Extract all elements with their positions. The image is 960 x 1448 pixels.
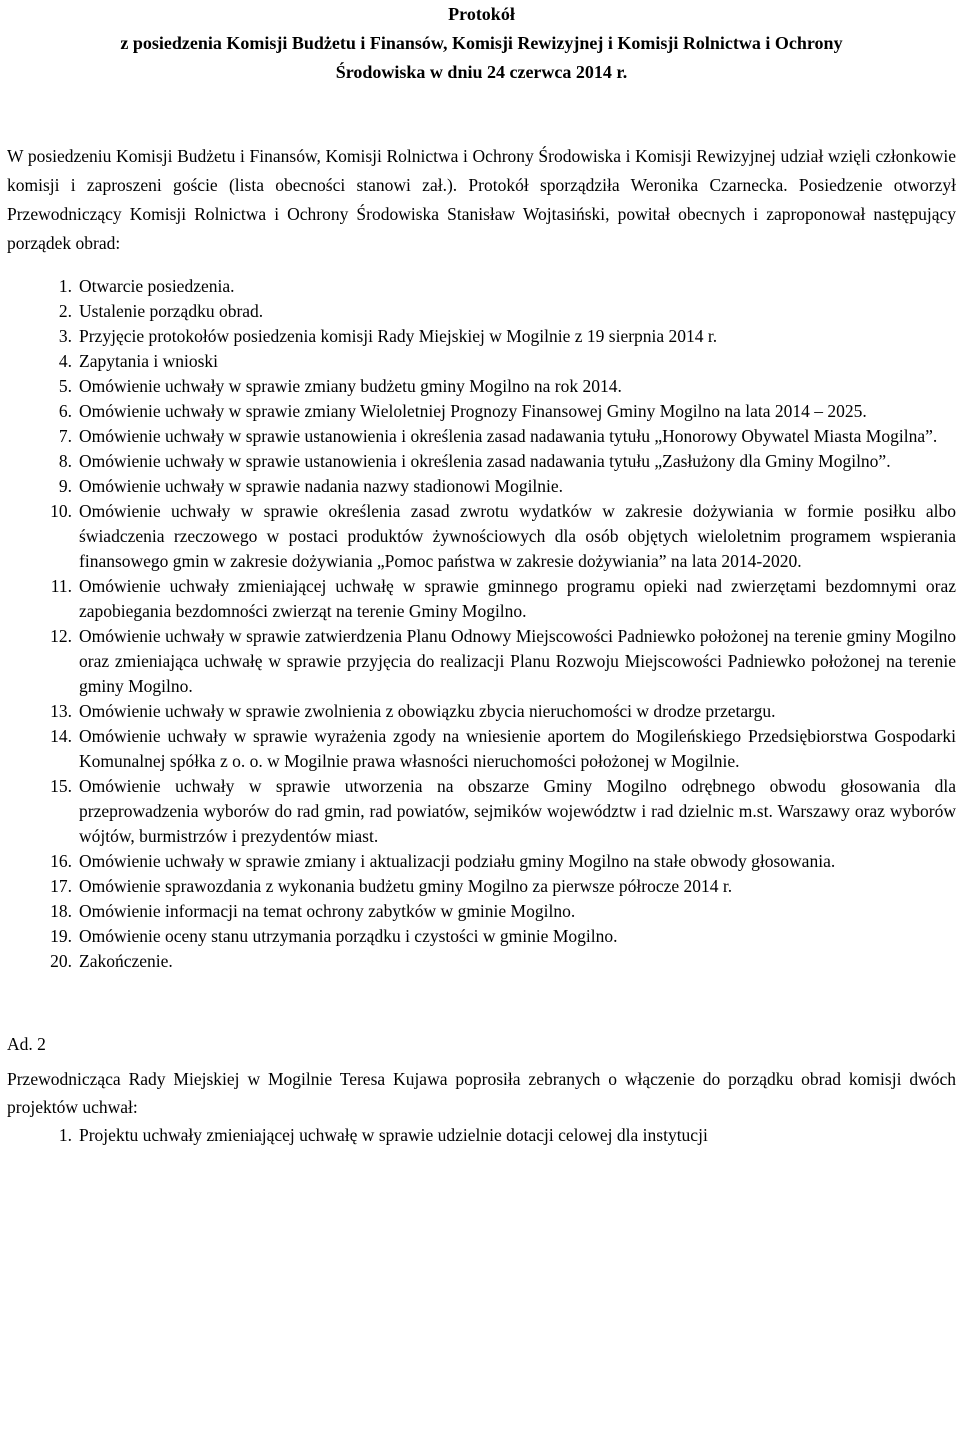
list-item-text: Omówienie uchwały w sprawie zatwierdzenia Planu Odnowy Miejscowości Padniewko położonej na terenie gminy Mogilno oraz zmieniająca uchwałę w sprawie przyjęcia do realizacji Planu Rozwoju Miejscowości Padniewko położonej na terenie gminy Mogilno. [79,626,956,696]
list-item [7,499,956,574]
list-item-number: 8. [58,451,72,471]
list-item-number: 5. [58,376,72,396]
list-item [7,574,956,624]
list-item-text: Omówienie uchwały w sprawie nadania nazwy stadionowi Mogilnie. [79,476,564,496]
intro-paragraph: W posiedzeniu Komisji Budżetu i Finansów, Komisji Rolnictwa i Ochrony Środowiska i Komisji Rewizyjnej udział wzięli członkowie komisji i zaproszeni goście (lista obecności stanowi zał.). Protokół sporządziła Weronika Czarnecka. Posiedzenie otworzył Przewodniczący Komisji Rolnictwa i Ochrony Środowiska Stanisław Wojtasiński, powitał obecnych i zaproponował następujący porządek obrad: [7,146,956,253]
list-item-number: 1. [58,276,72,296]
list-item-text: Projektu uchwały zmieniającej uchwałę w sprawie udzielnie dotacji celowej dla instytucji [79,1125,708,1145]
list-item-text: Zakończenie. [79,951,173,971]
list-item-number: 13. [50,701,72,721]
list-item [7,399,956,424]
list-item-number: 1. [58,1125,72,1145]
list-item-number: 12. [50,626,72,646]
list-item [7,624,956,699]
list-item-number: 2. [58,301,72,321]
document-page [7,0,956,1149]
list-item [7,374,956,399]
list-item-number: 19. [50,926,72,946]
list-item-text: Omówienie sprawozdania z wykonania budżetu gminy Mogilno za pierwsze półrocze 2014 r. [79,876,733,896]
list-item [7,274,956,299]
ad2-paragraph: Przewodnicząca Rady Miejskiej w Mogilnie Teresa Kujawa poprosiła zebranych o włączenie do porządku obrad komisji dwóch projektów uchwał: [7,1069,956,1117]
list-item [7,449,956,474]
list-item-number: 4. [58,351,72,371]
list-item-text: Omówienie uchwały w sprawie zmiany Wieloletniej Prognozy Finansowej Gminy Mogilno na lata 2014 – 2025. [79,401,867,421]
agenda-list [7,274,956,974]
list-item-text: Ustalenie porządku obrad. [79,301,264,321]
list-item-number: 6. [58,401,72,421]
list-item [7,474,956,499]
list-item-text: Przyjęcie protokołów posiedzenia komisji Rady Miejskiej w Mogilnie z 19 sierpnia 2014 r. [79,326,718,346]
list-item [7,424,956,449]
title-line-2: z posiedzenia Komisji Budżetu i Finansów, Komisji Rewizyjnej i Komisji Rolnictwa i Ochrony [120,33,843,53]
list-item-number: 14. [50,726,72,746]
list-item [7,849,956,874]
list-item-text: Omówienie uchwały w sprawie ustanowienia i określenia zasad nadawania tytułu „Honorowy Obywatel Miasta Mogilna”. [79,426,938,446]
list-item-number: 15. [50,776,72,796]
list-item-number: 17. [50,876,72,896]
section-heading-ad2: Ad. 2 [7,1034,46,1054]
list-item [7,924,956,949]
list-item [7,724,956,774]
list-item-text: Omówienie uchwały w sprawie zwolnienia z obowiązku zbycia nieruchomości w drodze przetargu. [79,701,776,721]
title-line-1: Protokół [448,4,515,24]
list-item-text: Omówienie uchwały w sprawie zmiany budżetu gminy Mogilno na rok 2014. [79,376,622,396]
list-item-text: Omówienie uchwały w sprawie określenia zasad zwrotu wydatków w zakresie dożywiania w formie posiłku albo świadczenia rzeczowego w postaci produktów żywnościowych dla osób objętych wieloletnim programem wspierania finansowego gmin w zakresie dożywiania „Pomoc państwa w zakresie dożywiania” na lata 2014-2020. [79,501,956,571]
list-item-number: 10. [50,501,72,521]
list-item [7,874,956,899]
list-item [7,899,956,924]
list-item-text: Zapytania i wnioski [79,351,219,371]
ad2-list [7,1121,956,1149]
document-title [7,0,956,87]
list-item [7,299,956,324]
list-item [7,949,956,974]
list-item-number: 16. [50,851,72,871]
list-item-text: Omówienie uchwały zmieniającej uchwałę w sprawie gminnego programu opieki nad zwierzętami bezdomnymi oraz zapobiegania bezdomności zwierząt na terenie Gminy Mogilno. [79,576,956,621]
list-item-number: 20. [50,951,72,971]
list-item-text: Omówienie uchwały w sprawie utworzenia na obszarze Gminy Mogilno odrębnego obwodu głosowania dla przeprowadzenia wyborów do rad gmin, rad powiatów, sejmików województw i rad dzielnic m.st. Warszawy oraz wyborów wójtów, burmistrzów i prezydentów miast. [79,776,956,846]
list-item-number: 9. [58,476,72,496]
list-item-text: Otwarcie posiedzenia. [79,276,235,296]
list-item-number: 11. [50,576,72,596]
list-item-text: Omówienie informacji na temat ochrony zabytków w gminie Mogilno. [79,901,576,921]
list-item [7,699,956,724]
list-item-text: Omówienie uchwały w sprawie zmiany i aktualizacji podziału gminy Mogilno na stałe obwody głosowania. [79,851,836,871]
list-item-number: 7. [58,426,72,446]
list-item [7,774,956,849]
title-line-3: Środowiska w dniu 24 czerwca 2014 r. [335,62,628,82]
list-item-text: Omówienie uchwały w sprawie ustanowienia i określenia zasad nadawania tytułu „Zasłużony dla Gminy Mogilno”. [79,451,891,471]
list-item [7,1121,956,1149]
list-item [7,349,956,374]
list-item-text: Omówienie uchwały w sprawie wyrażenia zgody na wniesienie aportem do Mogileńskiego Przedsiębiorstwa Gospodarki Komunalnej spółka z o. o. w Mogilnie prawa własności nieruchomości położonej w Mogilnie. [79,726,956,771]
list-item-number: 3. [58,326,72,346]
list-item-number: 18. [50,901,72,921]
list-item [7,324,956,349]
list-item-text: Omówienie oceny stanu utrzymania porządku i czystości w gminie Mogilno. [79,926,618,946]
